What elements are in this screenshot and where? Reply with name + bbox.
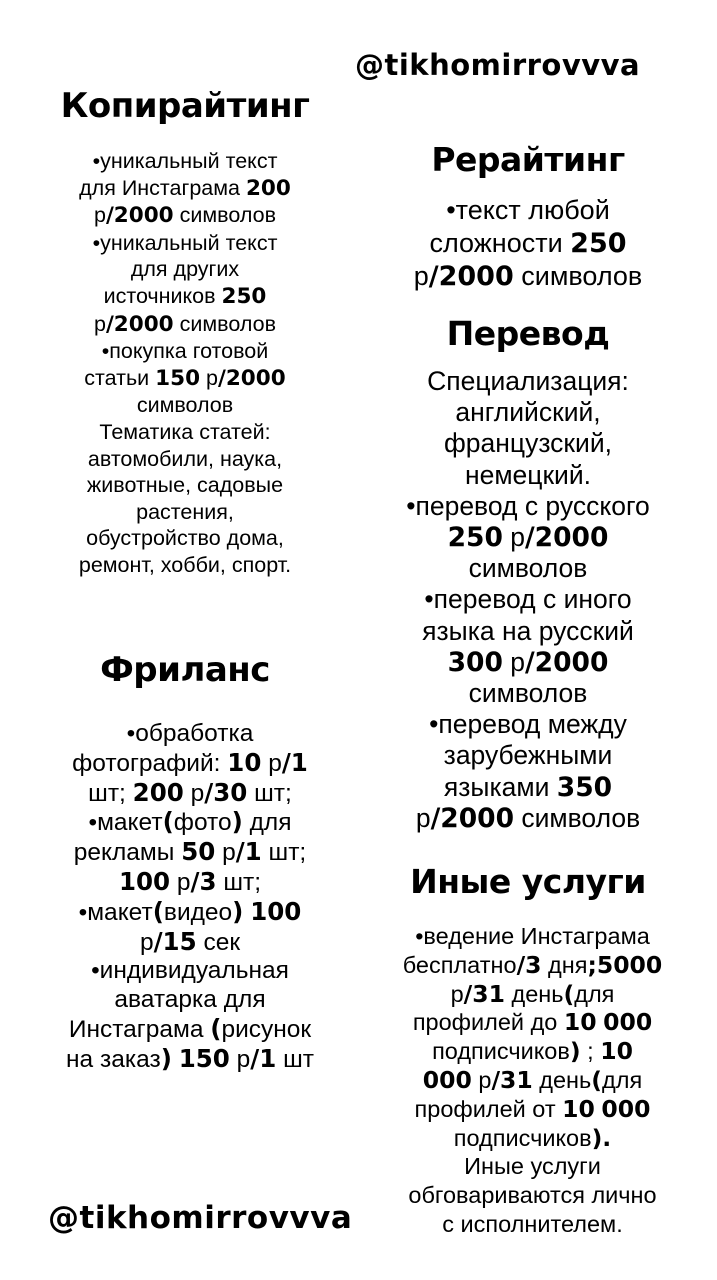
other-line: подписчиков) ; 10: [432, 1037, 633, 1066]
freelance-line: фотографий: 10 р/1: [72, 747, 308, 777]
rewriting-block: [368, 194, 688, 293]
freelance-line: •индивидуальная: [91, 957, 289, 985]
freelance-title: Фриланс: [100, 650, 270, 690]
copywriting-line: •покупка готовой: [101, 339, 269, 364]
translation-line: зарубежными: [443, 740, 613, 771]
freelance-block: [30, 720, 350, 1075]
other-line: с исполнителем.: [442, 1210, 623, 1237]
copywriting-line: растения,: [136, 499, 234, 524]
copywriting-title: Копирайтинг: [60, 86, 310, 126]
translation-line: английский,: [455, 397, 601, 428]
freelance-line: •макет(видео) 100: [78, 896, 302, 926]
translation-line: Специализация:: [427, 366, 629, 396]
copywriting-line: источников 250: [103, 283, 267, 309]
freelance-line: •обработка: [126, 720, 254, 747]
copywriting-line: статьи 150 р/2000: [84, 365, 286, 391]
translation-line: •перевод с иного: [424, 584, 632, 615]
copywriting-line: для Инстаграма 200: [79, 175, 291, 201]
copywriting-line: животные, садовые: [86, 473, 284, 498]
copywriting-line: р/2000 символов: [93, 203, 277, 229]
other-line: р/31 день(для: [450, 979, 615, 1008]
rewriting-line: •текст любой: [446, 195, 610, 225]
other-line: профилей до 10 000: [412, 1008, 653, 1037]
copywriting-block: [40, 148, 330, 579]
other-services-block: [370, 922, 695, 1239]
translation-line: немецкий.: [464, 459, 592, 490]
author-handle-bottom: @tikhomirrovvva: [48, 1200, 353, 1236]
translation-line: символов: [468, 553, 588, 584]
freelance-line: на заказ) 150 р/1 шт: [66, 1043, 314, 1073]
copywriting-line: символов: [136, 393, 234, 418]
copywriting-line: для других: [130, 257, 240, 282]
translation-line: языками 350: [443, 771, 613, 803]
freelance-line: •макет(фото) для: [88, 807, 292, 837]
other-services-title: Иные услуги: [410, 862, 646, 901]
translation-line: р/2000 символов: [415, 802, 641, 834]
author-handle-top: @tikhomirrovvva: [355, 48, 641, 82]
copywriting-line: автомобили, наука,: [87, 446, 283, 471]
copywriting-line: р/2000 символов: [93, 311, 277, 337]
rewriting-line: р/2000 символов: [413, 261, 643, 292]
rewriting-line: сложности 250: [429, 228, 627, 259]
freelance-line: аватарка для: [114, 986, 266, 1014]
freelance-line: р/15 сек: [139, 926, 241, 956]
other-line: профилей от 10 000: [414, 1094, 651, 1123]
translation-line: 300 р/2000: [447, 646, 609, 678]
translation-line: французский,: [443, 428, 612, 459]
freelance-line: Инстаграма (рисунок: [68, 1013, 312, 1043]
translation-block: [368, 366, 688, 834]
copywriting-line: •уникальный текст: [92, 149, 278, 173]
copywriting-line: ремонт, хобби, спорт.: [78, 552, 292, 577]
translation-title: Перевод: [446, 314, 610, 353]
freelance-line: 100 р/3 шт;: [118, 866, 262, 896]
other-line: •ведение Инстаграма: [415, 923, 650, 949]
other-line: бесплатно/3 дня;5000: [402, 950, 663, 979]
copywriting-line: Тематика статей:: [99, 419, 271, 444]
freelance-line: рекламы 50 р/1 шт;: [73, 837, 307, 867]
translation-line: •перевод между: [429, 709, 627, 740]
rewriting-title: Рерайтинг: [431, 140, 625, 179]
freelance-line: шт; 200 р/30 шт;: [88, 777, 292, 807]
other-line: обговариваются лично: [408, 1182, 657, 1209]
translation-line: языка на русский: [422, 615, 634, 646]
other-line: Иные услуги: [464, 1153, 601, 1180]
other-line: 000 р/31 день(для: [422, 1065, 643, 1094]
copywriting-line: •уникальный текст: [92, 230, 278, 255]
translation-line: 250 р/2000: [447, 522, 609, 554]
copywriting-line: обустройство дома,: [86, 526, 284, 551]
translation-line: символов: [468, 678, 588, 709]
other-line: подписчиков).: [453, 1123, 612, 1152]
translation-line: •перевод с русского: [406, 490, 650, 521]
